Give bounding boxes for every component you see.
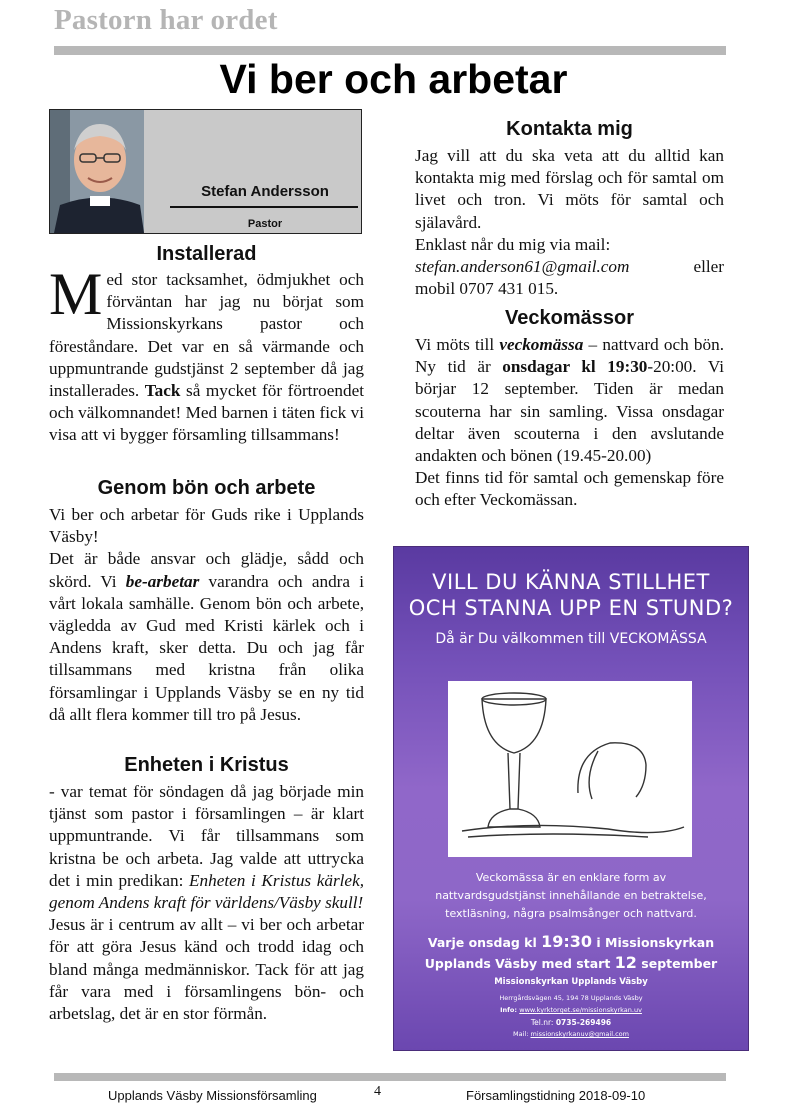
veckomassor-p1	[415, 334, 724, 467]
heading-enheten: Enheten i Kristus	[124, 754, 289, 776]
installerad-bold: Tack	[144, 381, 181, 401]
section-enheten	[49, 754, 364, 1025]
section-installerad	[49, 243, 364, 447]
poster-when-a: Varje onsdag kl	[427, 935, 542, 950]
enheten-p2: Jesus är i centrum av allt – vi ber och arbetar för att göra Jesus känd och trodd idag och bland många medmänniskor. Tack för att jag får vara med i församlingens bön- och arbetslag, det är en stor förmån.	[49, 915, 364, 1024]
kontakt-eller: eller	[693, 257, 724, 277]
poster-headline-line1: VILL DU KÄNNA STILLHET	[432, 570, 710, 594]
installerad-part2: så mycket för förtroendet och välkomnandet! Med barnen i täten fick vi visa att vi bygger församling tillsammans!	[49, 381, 364, 445]
poster-illustration	[448, 681, 692, 857]
poster-desc-line3: textläsning, några psalmsånger och nattvard.	[445, 907, 697, 920]
genom-p2	[49, 548, 364, 726]
poster-when-d: september	[636, 956, 718, 971]
poster-when-day: 12	[614, 953, 637, 972]
enheten-p1-a: - var temat för söndagen då jag började min tjänst som pastor i församlingen – är klart uppmuntrande. Vi får tillsammans som kristna be och arbeta. Jag valde att uttrycka det i min predikan:	[49, 782, 364, 890]
footer-left: Upplands Väsby Missionsförsamling	[108, 1088, 317, 1103]
enheten-p1-em: Enheten i Kristus kärlek, genom Andens kraft för världens/Väsby skull!	[49, 870, 364, 913]
poster-address: Herrgårdsvägen 45, 194 78 Upplands Väsby	[499, 994, 643, 1002]
page-number: 4	[374, 1084, 381, 1099]
veckomassor-b: – nattvard och bön. Ny tid är	[415, 335, 724, 377]
poster-info-label: Info:	[500, 1006, 520, 1014]
kontakt-email[interactable]: stefan.anderson61@gmail.com	[415, 257, 630, 277]
section-genom	[49, 477, 364, 726]
author-box	[49, 109, 362, 234]
genom-p2-em: be-arbetar	[125, 571, 200, 591]
poster-desc-line1: Veckomässa är en enklare form av	[475, 871, 667, 884]
enheten-p1	[49, 781, 364, 914]
installerad-part1: ed stor tacksamhet, ödmjukhet och förväntan har jag nu börjat som Missionskyrkans pastor och föreståndare. Det var en så värmande och uppmuntrande gudstjänst 2 september då jag installerades.	[49, 270, 364, 401]
poster-schedule	[404, 932, 738, 974]
footer-right: Församlingstidning 2018-09-10	[466, 1088, 646, 1103]
kontakt-mobil: mobil 0707 431 015.	[415, 279, 559, 299]
veckomassor-em: veckomässa	[499, 335, 584, 354]
chalice-bread-icon	[448, 681, 692, 857]
heading-kontakt: Kontakta mig	[506, 118, 633, 140]
genom-p2-b: varandra och andra i vårt lokala samhälle. Genom bön och arbete, vägledda av Gud med Kristi kärlek och i Andens kraft, sker detta. Du och jag får tillsammans med kristna från olika församlingar i Upplands Väsby se en ny tid då allt flera kommer till tro på Jesus.	[49, 571, 364, 724]
dropcap: M	[49, 261, 103, 327]
page-title: Vi ber och arbetar	[219, 56, 568, 102]
genom-p2-a: Det är både ansvar och glädje, sådd och skörd. Vi	[49, 549, 364, 591]
poster-tel-label: Tel.nr:	[530, 1018, 556, 1027]
heading-genom: Genom bön och arbete	[97, 477, 316, 499]
veckomassor-p2: Det finns tid för samtal och gemenskap före och efter Veckomässan.	[415, 468, 724, 510]
kontakt-p2	[415, 234, 724, 301]
poster-headline	[394, 569, 748, 621]
kontakt-p2-text: Enklast når du mig via mail:	[415, 234, 611, 254]
section-veckomassor	[415, 307, 724, 512]
author-photo	[50, 110, 144, 233]
poster-when-b: i Missionskyrkan	[592, 935, 715, 950]
poster-desc-line2: nattvardsgudstjänst innehållande en betraktelse,	[435, 889, 707, 902]
author-role: Pastor	[247, 218, 283, 230]
top-rule	[54, 46, 726, 55]
veckomassor-bold: onsdagar kl 19:30	[502, 357, 648, 377]
veckomassor-a: Vi möts till	[415, 335, 500, 354]
heading-veckomassor: Veckomässor	[505, 307, 634, 329]
poster-when-time: 19:30	[541, 932, 593, 951]
kontakt-p1: Jag vill att du ska veta att du alltid kan kontakta mig med förslag och för samtal om livet och tron. Vi möts för samtal och själavård.	[415, 146, 724, 232]
poster-mail-address[interactable]: missionskyrkanuv@gmail.com	[530, 1030, 629, 1038]
section-label: Pastorn har ordet	[54, 4, 278, 36]
portrait-image	[50, 110, 144, 233]
poster-description	[414, 869, 728, 923]
poster-mail	[394, 1029, 748, 1040]
poster-headline-line2: OCH STANNA UPP EN STUND?	[408, 596, 734, 620]
author-name: Stefan Andersson	[201, 183, 329, 200]
poster-info-url[interactable]: www.kyrktorget.se/missionskyrkan.uv	[519, 1006, 642, 1014]
poster-mail-label: Mail:	[513, 1030, 531, 1038]
poster-org: Missionskyrkan Upplands Väsby	[494, 977, 648, 987]
poster-when-c: Upplands Väsby med start	[424, 956, 615, 971]
poster-subheadline: Då är Du välkommen till VECKOMÄSSA	[435, 631, 707, 647]
poster-info	[394, 1005, 748, 1016]
author-divider	[170, 206, 358, 208]
veckomassa-poster	[393, 546, 749, 1051]
section-kontakt	[415, 118, 724, 300]
heading-installerad: Installerad	[156, 243, 257, 265]
poster-tel-number: 0735-269496	[555, 1018, 612, 1027]
genom-p1: Vi ber och arbetar för Guds rike i Upplands Väsby!	[49, 505, 364, 547]
bottom-rule	[54, 1073, 726, 1081]
poster-tel	[394, 1017, 748, 1028]
installerad-text	[49, 261, 364, 447]
veckomassor-c: -20:00. Vi börjar 12 september. Tiden är medan scouterna har sin samling. Vissa onsdagar deltar även scouterna i den avslutande andakten och bönen (19.45-20.00)	[415, 357, 724, 466]
